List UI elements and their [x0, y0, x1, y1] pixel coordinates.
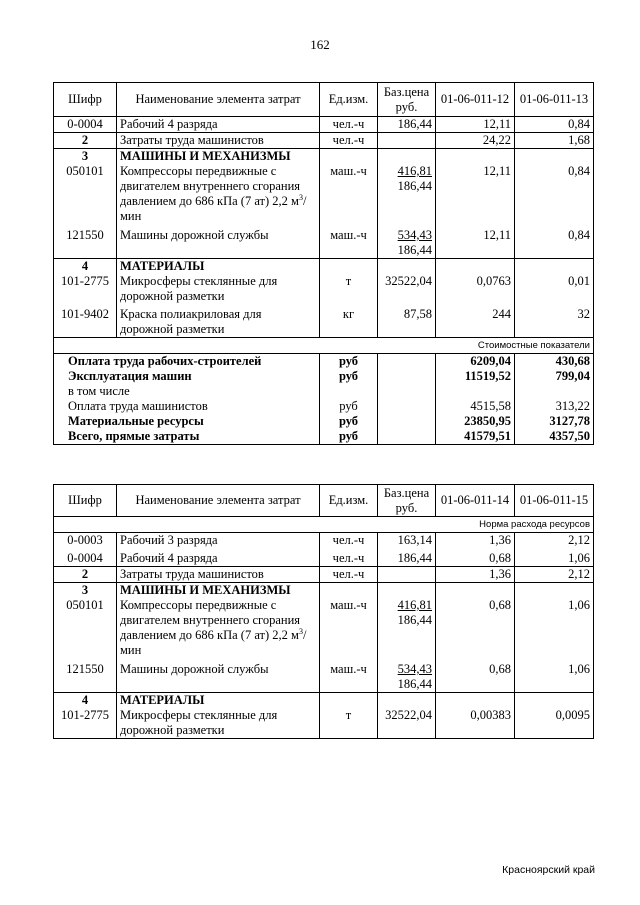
cell-name: Микросферы стеклянные для дорожной разметки	[117, 708, 320, 739]
section-row	[54, 693, 594, 709]
cell-value-2: 0,01	[515, 274, 594, 304]
summary-name: Материальные ресурсы	[54, 414, 320, 429]
section-row	[54, 259, 594, 275]
summary-row	[54, 384, 594, 399]
col-header-name: Наименование элемента затрат	[117, 83, 320, 117]
cell-code: 0-0004	[54, 548, 117, 567]
cell-unit: кг	[320, 304, 378, 338]
summary-row	[54, 369, 594, 384]
section-row	[54, 583, 594, 599]
cell-value-1: 1,36	[436, 567, 515, 583]
summary-value-2: 430,68	[515, 354, 594, 370]
cell-code: 3	[54, 583, 117, 599]
cell-unit: чел.-ч	[320, 133, 378, 149]
summary-value-2: 799,04	[515, 369, 594, 384]
cell-value-1: 12,11	[436, 164, 515, 224]
cell-value-1: 0,0763	[436, 274, 515, 304]
cell-price: 534,43 186,44	[378, 224, 436, 259]
cell-code: 4	[54, 259, 117, 275]
summary-unit: руб	[320, 429, 378, 445]
cell-price: 534,43 186,44	[378, 658, 436, 693]
cell-price: 163,14	[378, 533, 436, 549]
col-header-price: Баз.цена руб.	[378, 485, 436, 517]
cell-value-2: 1,68	[515, 133, 594, 149]
page-number: 162	[310, 37, 330, 52]
summary-name: Всего, прямые затраты	[54, 429, 320, 445]
summary-value-1: 23850,95	[436, 414, 515, 429]
table-row	[54, 598, 594, 658]
cell-price: 416,81 186,44	[378, 598, 436, 658]
cell-value-2: 0,0095	[515, 708, 594, 739]
cell-value-1: 0,68	[436, 548, 515, 567]
cell-code: 2	[54, 567, 117, 583]
table-row	[54, 548, 594, 567]
table-row	[54, 274, 594, 304]
cell-value-2: 0,84	[515, 224, 594, 259]
table-row	[54, 567, 594, 583]
cell-value-1: 0,00383	[436, 708, 515, 739]
cell-name: Краска полиакриловая для дорожной разметки	[117, 304, 320, 338]
table-row	[54, 658, 594, 693]
summary-value-1: 41579,51	[436, 429, 515, 445]
cell-value-2: 0,84	[515, 117, 594, 133]
cell-value-2: 2,12	[515, 567, 594, 583]
summary-name: Оплата труда рабочих-строителей	[54, 354, 320, 370]
resource-table-2	[53, 484, 594, 739]
cell-unit: т	[320, 708, 378, 739]
summary-name: Эксплуатация машин	[54, 369, 320, 384]
table-row	[54, 164, 594, 224]
cell-price	[378, 133, 436, 149]
col-header-unit: Ед.изм.	[320, 83, 378, 117]
col-header-unit: Ед.изм.	[320, 485, 378, 517]
summary-value-2: 4357,50	[515, 429, 594, 445]
section-row	[54, 149, 594, 165]
cell-unit: чел.-ч	[320, 533, 378, 549]
col-header-price: Баз.цена руб.	[378, 83, 436, 117]
cell-unit: маш.-ч	[320, 224, 378, 259]
section-title: МАШИНЫ И МЕХАНИЗМЫ	[117, 149, 320, 165]
cell-name: Рабочий 4 разряда	[117, 117, 320, 133]
cell-name: Компрессоры передвижные с двигателем внутреннего сгорания давлением до 686 кПа (7 ат) 2,2 $м^3$/мин	[117, 598, 320, 658]
cell-price: 32522,04	[378, 274, 436, 304]
cell-code: 4	[54, 693, 117, 709]
cell-value-2: 1,06	[515, 548, 594, 567]
summary-row	[54, 354, 594, 370]
cell-value-1: 1,36	[436, 533, 515, 549]
cell-price: 87,58	[378, 304, 436, 338]
cell-price	[378, 567, 436, 583]
section-label-row	[54, 517, 594, 533]
cell-value-2: 1,06	[515, 658, 594, 693]
summary-unit: руб	[320, 414, 378, 429]
footer-region: Красноярский край	[502, 864, 595, 876]
summary-name: в том числе	[54, 384, 320, 399]
summary-value-1: 6209,04	[436, 354, 515, 370]
table-header-row	[54, 83, 594, 117]
summary-unit: руб	[320, 369, 378, 384]
cell-unit: чел.-ч	[320, 567, 378, 583]
summary-value-2: 313,22	[515, 399, 594, 414]
col-header-name: Наименование элемента затрат	[117, 485, 320, 517]
table-row	[54, 224, 594, 259]
table-header-row	[54, 485, 594, 517]
summary-unit: руб	[320, 354, 378, 370]
cell-name: Микросферы стеклянные для дорожной разметки	[117, 274, 320, 304]
cell-value-1: 0,68	[436, 598, 515, 658]
cell-price: 32522,04	[378, 708, 436, 739]
cell-value-2: 2,12	[515, 533, 594, 549]
cell-name: Машины дорожной службы	[117, 658, 320, 693]
table-row	[54, 708, 594, 739]
col-header-norm-2: 01-06-011-13	[515, 83, 594, 117]
col-header-code: Шифр	[54, 83, 117, 117]
cell-unit: чел.-ч	[320, 548, 378, 567]
cell-name: Рабочий 3 разряда	[117, 533, 320, 549]
col-header-norm-1: 01-06-011-14	[436, 485, 515, 517]
summary-unit: руб	[320, 399, 378, 414]
cell-unit: чел.-ч	[320, 117, 378, 133]
section-label: Стоимостные показатели	[54, 338, 594, 354]
cell-value-2: 1,06	[515, 598, 594, 658]
cell-code: 0-0004	[54, 117, 117, 133]
cell-unit: маш.-ч	[320, 658, 378, 693]
cell-value-1: 0,68	[436, 658, 515, 693]
summary-value-2: 3127,78	[515, 414, 594, 429]
cell-code: 101-2775	[54, 708, 117, 739]
section-label-row	[54, 338, 594, 354]
section-title: МАТЕРИАЛЫ	[117, 693, 320, 709]
section-label: Норма расхода ресурсов	[54, 517, 594, 533]
table-row	[54, 304, 594, 338]
cell-name: Машины дорожной службы	[117, 224, 320, 259]
table-row	[54, 533, 594, 549]
section-title: МАТЕРИАЛЫ	[117, 259, 320, 275]
col-header-norm-1: 01-06-011-12	[436, 83, 515, 117]
cell-name: Компрессоры передвижные с двигателем внутреннего сгорания давлением до 686 кПа (7 ат) 2,2 $м^3$/мин	[117, 164, 320, 224]
cell-code: 101-9402	[54, 304, 117, 338]
table-row	[54, 133, 594, 149]
cell-code: 3	[54, 149, 117, 165]
cell-code: 050101	[54, 598, 117, 658]
cell-name: Рабочий 4 разряда	[117, 548, 320, 567]
resource-table-1	[53, 82, 594, 445]
cell-code: 121550	[54, 224, 117, 259]
section-title: МАШИНЫ И МЕХАНИЗМЫ	[117, 583, 320, 599]
summary-row	[54, 414, 594, 429]
cell-name: Затраты труда машинистов	[117, 567, 320, 583]
cell-code: 101-2775	[54, 274, 117, 304]
cell-unit: маш.-ч	[320, 598, 378, 658]
cell-code: 2	[54, 133, 117, 149]
cell-name: Затраты труда машинистов	[117, 133, 320, 149]
cell-price: 416,81 186,44	[378, 164, 436, 224]
cell-value-2: 32	[515, 304, 594, 338]
table-row	[54, 117, 594, 133]
cell-price: 186,44	[378, 117, 436, 133]
cell-code: 050101	[54, 164, 117, 224]
col-header-norm-2: 01-06-011-15	[515, 485, 594, 517]
cell-code: 0-0003	[54, 533, 117, 549]
cell-price: 186,44	[378, 548, 436, 567]
cell-value-1: 12,11	[436, 224, 515, 259]
summary-value-1: 4515,58	[436, 399, 515, 414]
col-header-code: Шифр	[54, 485, 117, 517]
summary-name: Оплата труда машинистов	[54, 399, 320, 414]
cell-unit: т	[320, 274, 378, 304]
cell-value-1: 24,22	[436, 133, 515, 149]
cell-code: 121550	[54, 658, 117, 693]
cell-value-1: 12,11	[436, 117, 515, 133]
summary-row	[54, 429, 594, 445]
cell-value-2: 0,84	[515, 164, 594, 224]
cell-unit: маш.-ч	[320, 164, 378, 224]
summary-value-1: 11519,52	[436, 369, 515, 384]
cell-value-1: 244	[436, 304, 515, 338]
summary-row	[54, 399, 594, 414]
